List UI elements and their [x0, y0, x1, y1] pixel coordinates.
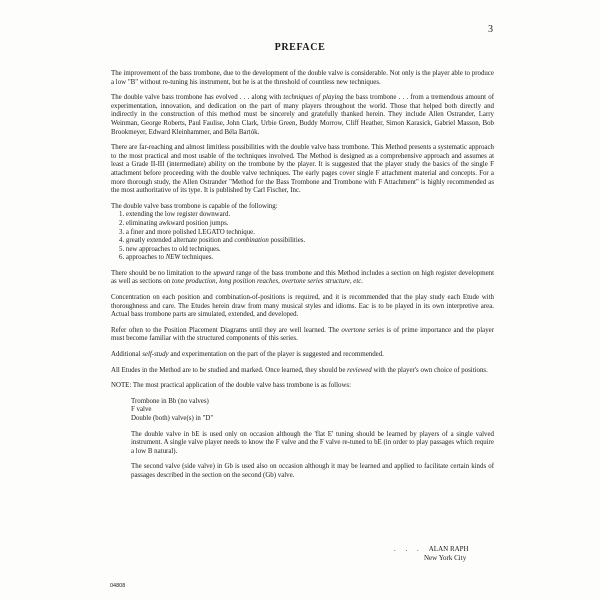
list-item: 1. extending the low register downward.	[119, 211, 231, 219]
paragraph-4-intro: The double valve bass trombone is capable of the following:	[111, 202, 278, 210]
list-item: 3. a finer and more polished LEGATO technique.	[119, 228, 255, 236]
tuning-line: Trombone in Bb (no valves)	[131, 397, 209, 405]
tuning-line: Double (both) valve(s) in "D"	[131, 415, 214, 422]
author-city: New York City	[424, 554, 467, 562]
paragraph-2: The double valve bass trombone has evolved . . . along with techniques of playing the bass trombone . . . from a tremendous amount of experimentation, innovation, and dedication on the part of many players throughout the world. Those that helped both directly and indirectly in the construction of this method must be sincerely and gratefully thanked herein. They include Allen Ostrander, Larry Weinman, George Roberts, Paul Faulise, John Clark, Urbie Green, Buddy Morrow, Cliff Heather, Simon Karasick, Gabriel Masson, Bob Brookmeyer, Edward Kleinhammer, and Béla Bartók.	[111, 94, 494, 136]
paragraph-5: There should be no limitation to the upward range of the bass trombone and this Method includes a section on high register development as well as sections on tone production, long position reaches, overtone series structure, etc.	[111, 269, 494, 286]
list-item: 5. new approaches to old techniques.	[119, 245, 221, 253]
paragraph-8: Additional self-study and experimentation on the part of the player is suggested and recommended.	[111, 351, 384, 359]
tuning-line: F valve	[131, 406, 152, 414]
list-item: 2. eliminating awkward position jumps.	[119, 219, 229, 227]
tunings-block	[131, 398, 494, 481]
list-item: 4. greatly extended alternate position and combination possibilities.	[119, 237, 306, 245]
signature-dots: . . .	[394, 545, 423, 553]
preface-body	[111, 70, 494, 488]
page-title: PREFACE	[274, 42, 326, 53]
list-item: 6. approaches to NEW techniques.	[119, 254, 214, 262]
catalog-code: 04808	[110, 583, 126, 589]
signature-block	[394, 545, 469, 563]
author-name: ALAN RAPH	[428, 545, 469, 553]
paragraph-7: Refer often to the Position Placement Diagrams until they are well learned. The overtone series is of prime importance and the player must become familiar with the structured components of this series.	[111, 326, 495, 343]
paragraph-9: All Etudes in the Method are to be studied and marked. Once learned, they should be reviewed with the player's own choice of positions.	[111, 366, 488, 374]
paragraph-10: The double valve in bE is used only on occasion although the 'flat E' tuning should be learned by players of a single valved instrument. A single valve player needs to know the F valve and the F valve re-tuned to bE (in order to play passages which require a low B natural).	[131, 430, 494, 455]
page-number: 3	[488, 24, 493, 35]
paragraph-1: The improvement of the bass trombone, due to the development of the double valve is considerable. Not only is the player able to produce a low "B" without re-tuning his instrument, but he is at the threshold of countless new techniques.	[111, 70, 494, 86]
paragraph-6: Concentration on each position and combination-of-positions is required, and it is recommended that the play study each Etude with thoroughness and care. The Etudes herein draw from many musical styles and idioms. Eac is to be played in its own interpretive area. Actual bass trombone parts are simulated, extended, and developed.	[111, 294, 494, 319]
paragraph-11: The second valve (side valve) in Gb is used also on occasion although it may be learned and applied to facilitate certain kinds of passages described in the section on the second (Gb) valve.	[131, 463, 494, 479]
capabilities-list	[111, 211, 494, 263]
paragraph-3: There are far-reaching and almost limitless possibilities with the double valve bass trombone. This Method presents a systematic approach to the most practical and most usable of the techniques involved. The Method is designed as a comprehensive approach and assumes at least a Grade II-III (intermediate) ability on the trombone by the player. It is suggested that the player study the basics of the single F attachment before proceeding with the double valve techniques. The early pages cover single F attachment material and concepts. For a more thorough study, the Allen Ostrander "Method for the Bass Trombone and Trombone with F Attachment" is highly recommended as the most authoritative of its type. It is published by Carl Fischer, Inc.	[111, 144, 494, 195]
note: NOTE: The most practical application of the double valve bass trombone is as follows:	[111, 382, 352, 390]
